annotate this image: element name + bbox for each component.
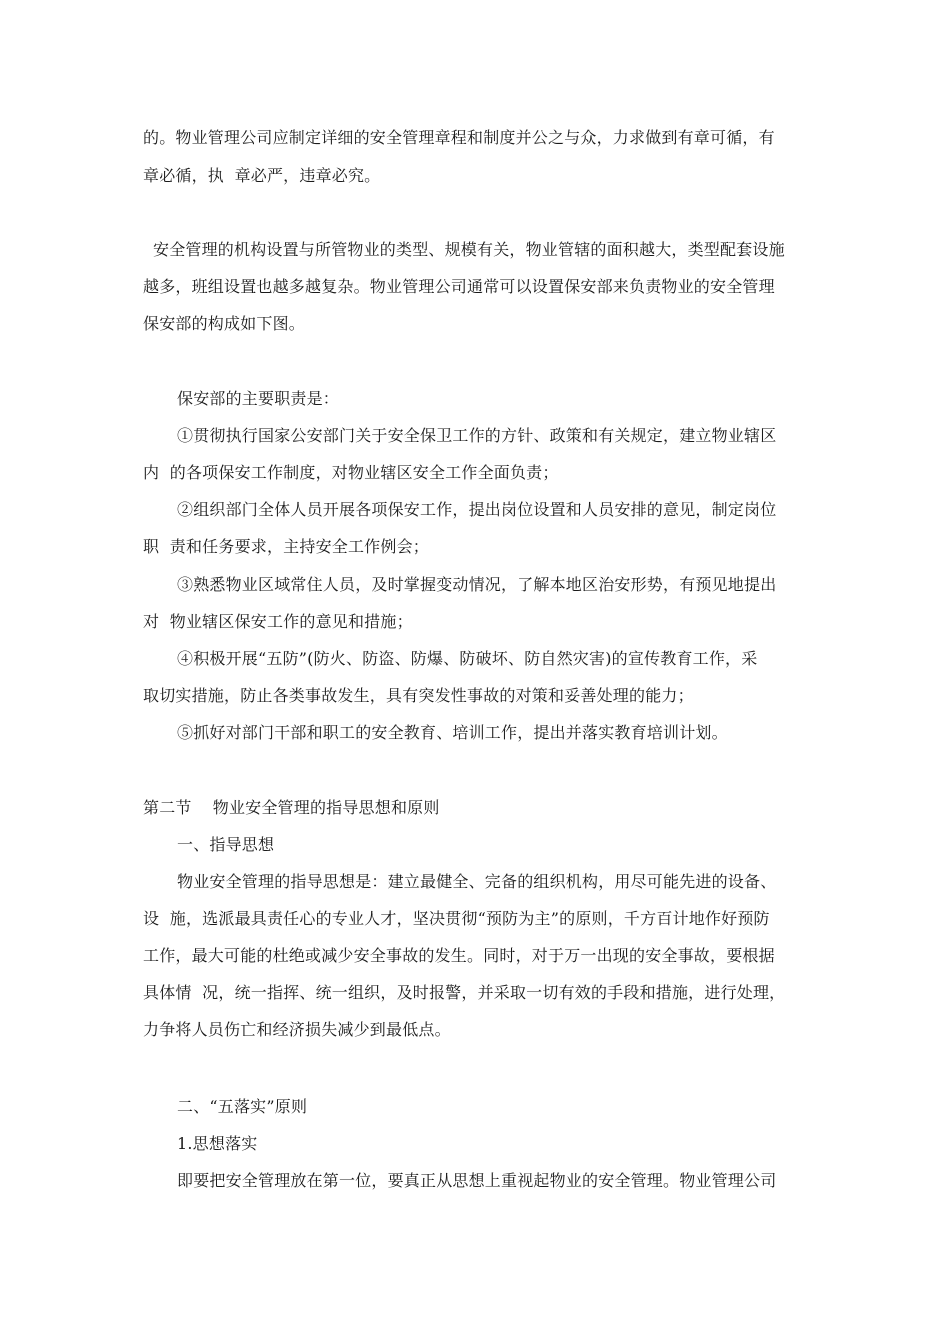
paragraph-line: 工作，最大可能的杜绝或减少安全事故的发生。同时，对于万一出现的安全事故，要根据	[143, 946, 775, 965]
paragraph-line: 即要把安全管理放在第一位，要真正从思想上重视起物业的安全管理。物业管理公司	[177, 1171, 777, 1190]
subsection-title: 二、“五落实”原则	[177, 1097, 308, 1116]
list-item-line: 取切实措施，防止各类事故发生，具有突发性事故的对策和妥善处理的能力；	[143, 686, 694, 705]
list-item-line: 职 责和任务要求，主持安全工作例会；	[143, 537, 429, 556]
item-heading: 1.思想落实	[177, 1134, 258, 1153]
section-title: 第二节 物业安全管理的指导思想和原则	[143, 798, 440, 817]
list-item-line: ①贯彻执行国家公安部门关于安全保卫工作的方针、政策和有关规定，建立物业辖区	[177, 426, 777, 445]
paragraph-line: 设 施，选派最具责任心的专业人才，坚决贯彻“预防为主”的原则，千方百计地作好预防	[143, 909, 770, 928]
paragraph-line: 安全管理的机构设置与所管物业的类型、规模有关，物业管辖的面积越大，类型配套设施	[153, 240, 785, 259]
paragraph-line: 物业安全管理的指导思想是：建立最健全、完备的组织机构，用尽可能先进的设备、	[177, 872, 777, 891]
list-item-line: ②组织部门全体人员开展各项保安工作，提出岗位设置和人员安排的意见，制定岗位	[177, 500, 777, 519]
paragraph-line: 的。物业管理公司应制定详细的安全管理章程和制度并公之与众，力求做到有章可循，有	[143, 128, 775, 147]
paragraph-line: 力争将人员伤亡和经济损失减少到最低点。	[143, 1020, 451, 1039]
section-heading: 保安部的主要职责是：	[177, 389, 340, 408]
paragraph-line: 保安部的构成如下图。	[143, 314, 306, 333]
paragraph-line: 具体情 况，统一指挥、统一组织，及时报警，并采取一切有效的手段和措施，进行处理，	[143, 983, 786, 1002]
list-item-line: 对 物业辖区保安工作的意见和措施；	[143, 612, 413, 631]
paragraph-line: 章必循，执 章必严，违章必究。	[143, 166, 381, 185]
list-item-line: ④积极开展“五防”(防火、防盗、防爆、防破坏、防自然灾害)的宣传教育工作，采	[177, 649, 758, 668]
list-item-line: ⑤抓好对部门干部和职工的安全教育、培训工作，提出并落实教育培训计划。	[177, 723, 728, 742]
paragraph-line: 越多，班组设置也越多越复杂。物业管理公司通常可以设置保安部来负责物业的安全管理	[143, 277, 775, 296]
list-item-line: 内 的各项保安工作制度，对物业辖区安全工作全面负责；	[143, 463, 559, 482]
list-item-line: ③熟悉物业区域常住人员，及时掌握变动情况，了解本地区治安形势，有预见地提出	[177, 575, 777, 594]
subsection-title: 一、指导思想	[177, 835, 275, 854]
